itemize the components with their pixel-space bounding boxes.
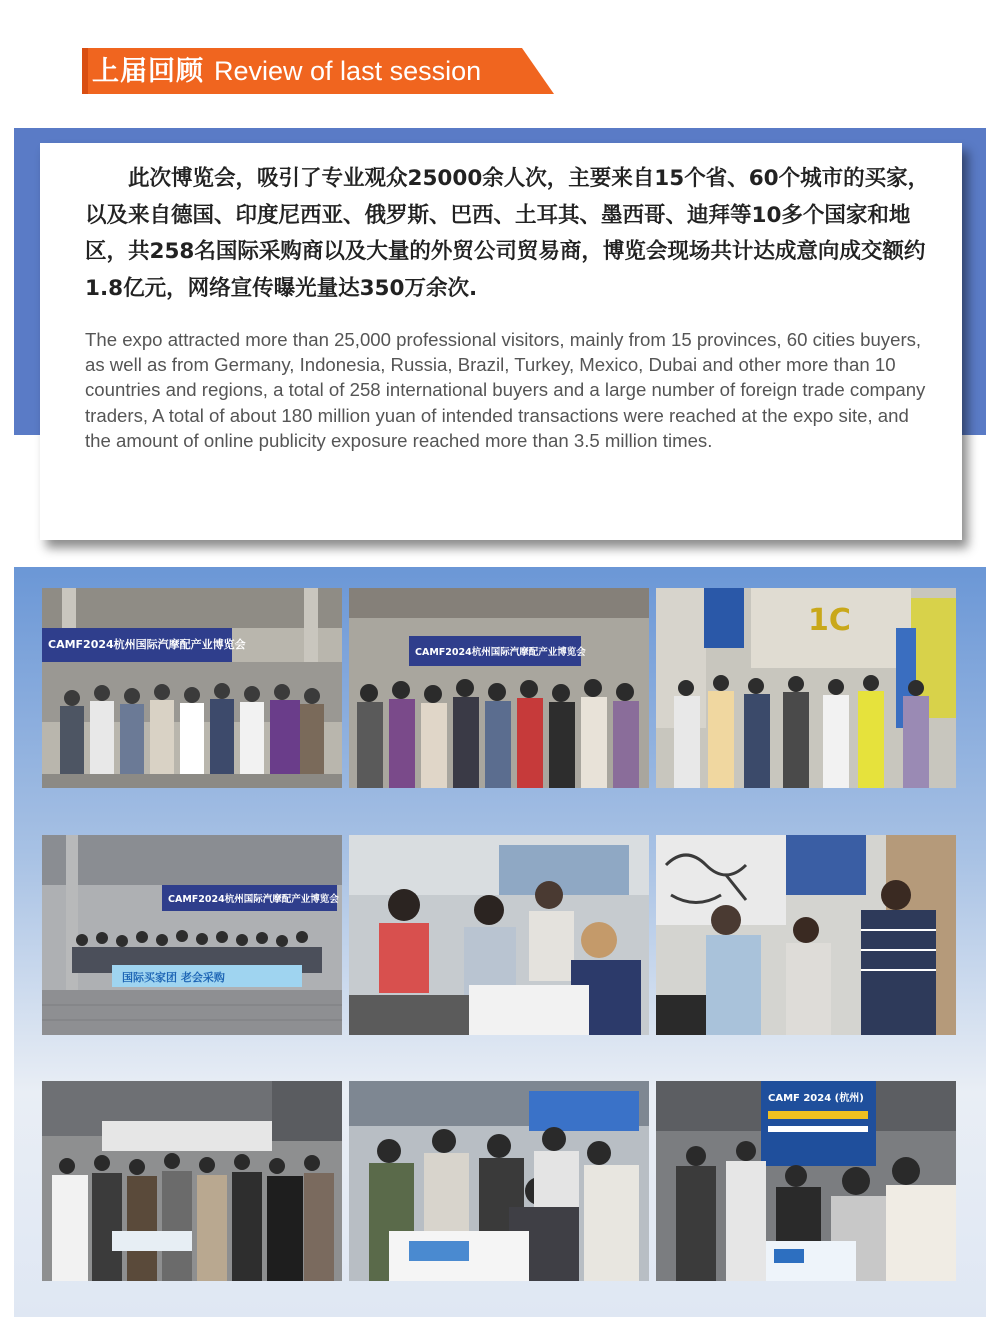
entrance-sign-text: CAMF2024杭州国际汽摩配产业博览会 [48,638,246,651]
stage-sign-text: CAMF 2024 (杭州) [768,1093,864,1104]
photo-booth-meeting [349,835,649,1035]
summary-english: The expo attracted more than 25,000 professional visitors, mainly from 15 provinces, 60 cities buyers, as well as from Germany, Indonesia, Russia, Brazil, Turkey, Mexico, Dubai and other more than 10 countries and regions, a total of 258 international buyers and a large number of foreign trade company traders, A total of about 180 million yuan of intended transactions were reached at the expo site, and the amount of online publicity exposure reached more than 3.5 million times. [85,329,926,451]
heading-title-en: Review of last session [214,56,482,86]
summary-card [40,143,962,540]
photo-product-display [656,835,956,1035]
photo-hall-aisle [656,588,956,788]
heading-title-cn: 上届回顾 [92,56,204,87]
photo-entrance-crowd [42,588,342,788]
photo-hall-crowd [42,1081,342,1281]
photo-buyers-discussion [349,1081,649,1281]
svg-text:CAMF2024杭州国际汽摩配产业博览会: CAMF2024杭州国际汽摩配产业博览会 [415,647,586,658]
photo-panel [14,567,986,1317]
summary-chinese: 此次博览会，吸引了专业观众25000余人次，主要来自15个省、60个城市的买家，以及来自德国、印度尼西亚、俄罗斯、巴西、土耳其、墨西哥、迪拜等10多个国家和地区，共258名国际采购商以及大量的外贸公司贸易商，博览会现场共计达成意向成交额约1.8亿元，网络宣传曝光量达350万余次. [85,166,930,301]
svg-text:CAMF2024杭州国际汽摩配产业博览会: CAMF2024杭州国际汽摩配产业博览会 [168,894,339,905]
photo-entrance-visitors [349,588,649,788]
banner-text: 国际买家团 老会采购 [122,971,225,984]
photo-stage-catalog [656,1081,956,1281]
hall-sign-text: 1C [808,603,851,638]
section-heading [82,48,554,94]
photo-group-banner [42,835,342,1035]
